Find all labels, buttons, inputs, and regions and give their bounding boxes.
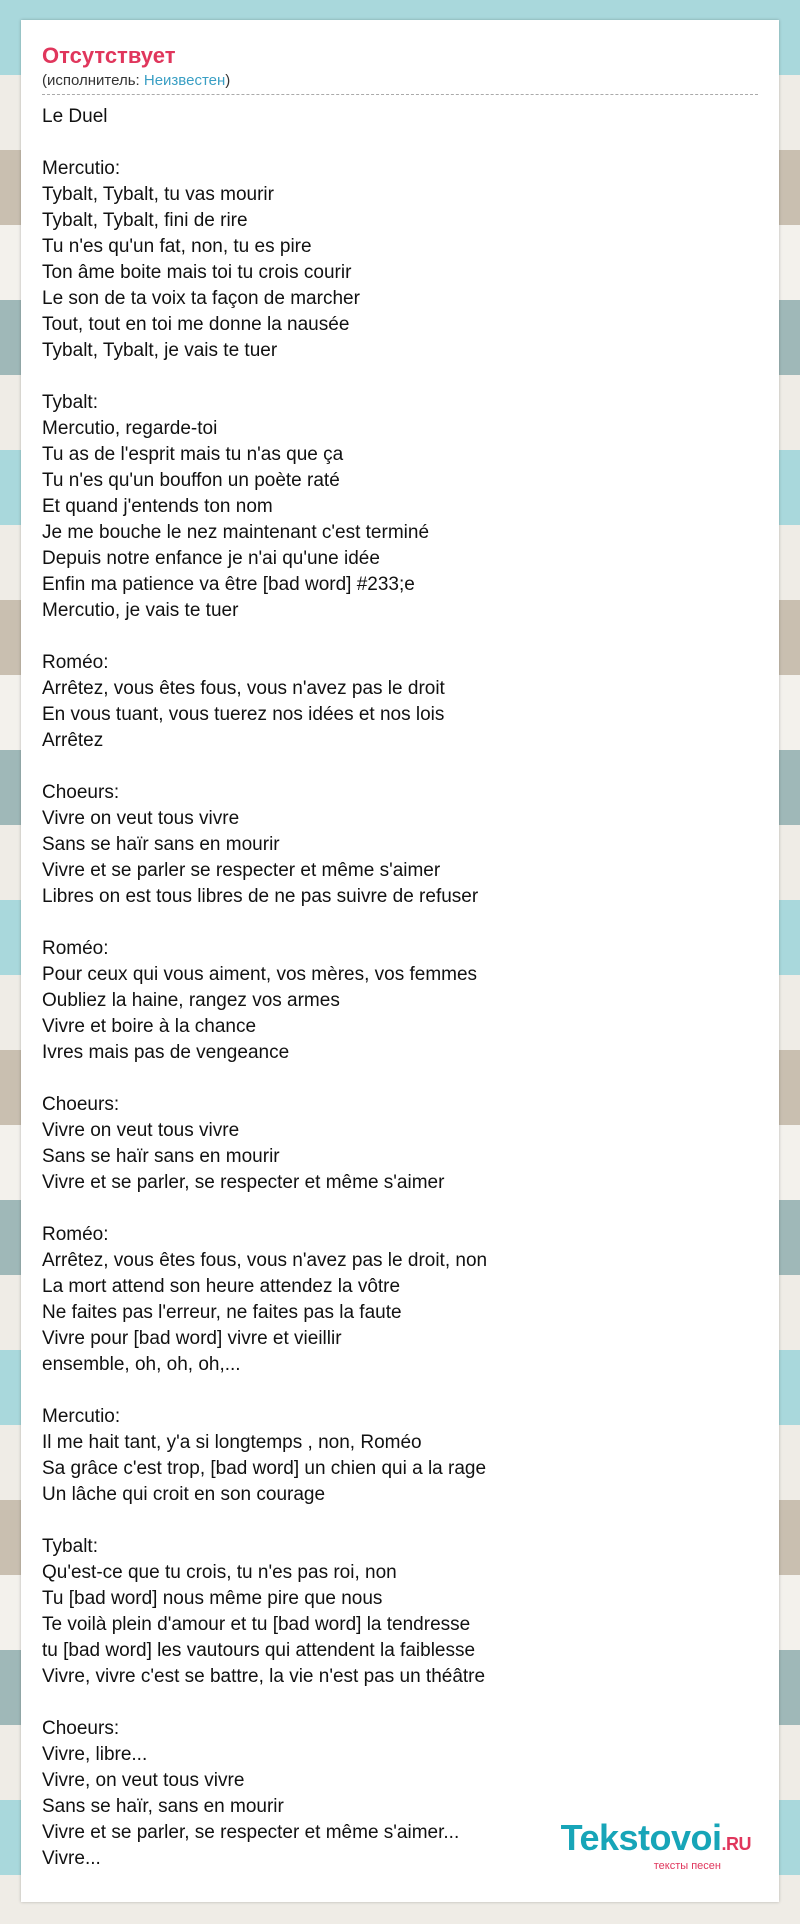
artist-prefix: (исполнитель: (42, 72, 144, 89)
artist-link[interactable]: Неизвестен (143, 72, 226, 89)
lyrics-card (21, 20, 779, 1902)
logo-wordmark (560, 1817, 751, 1862)
song-header (42, 42, 758, 95)
lyrics-text: Le Duel Mercutio: Tybalt, Tybalt, tu vas mourir Tybalt, Tybalt, fini de rire Tu n'es qu'un fat, non, tu es pire Ton âme boite mais toi tu crois courir Le son de ta voix ta façon de marcher Tout, tout en toi me donne la nausée Tybalt, Tybalt, je vais te tuer Tybalt: Mercutio, regarde-toi Tu as de l'esprit mais tu n'as que ça Tu n'es qu'un bouffon un poète raté Et quand j'entends ton nom Je me bouche le nez maintenant c'est terminé Depuis notre enfance je n'ai qu'une idée Enfin ma patience va être [bad word] #233;e Mercutio, je vais te tuer Roméo: Arrêtez, vous êtes fous, vous n'avez pas le droit En vous tuant, vous tuerez nos idées et nos lois Arrêtez Choeurs: Vivre on veut tous vivre Sans se haïr sans en mourir Vivre et se parler se respecter et même s'aimer Libres on est tous libres de ne pas suivre de refuser Roméo: Pour ceux qui vous aiment, vos mères, vos femmes Oubliez la haine, rangez vos armes Vivre et boire à la chance Ivres mais pas de vengeance Choeurs: Vivre on veut tous vivre Sans se haïr sans en mourir Vivre et se parler, se respecter et même s'aimer Roméo: Arrêtez, vous êtes fous, vous n'avez pas le droit, non La mort attend son heure attendez la vôtre Ne faites pas l'erreur, ne faites pas la faute Vivre pour [bad word] vivre et vieillir ensemble, oh, oh, oh,... Mercutio: Il me hait tant, y'a si longtemps , non, Roméo Sa grâce c'est trop, [bad word] un chien qui a la rage Un lâche qui croit en son courage Tybalt: Qu'est-ce que tu crois, tu n'es pas roi, non Tu [bad word] nous même pire que nous Te voilà plein d'amour et tu [bad word] la tendresse tu [bad word] les vautours qui attendent la faiblesse Vivre, vivre c'est se battre, la vie n'est pas un théâtre Choeurs: Vivre, libre... Vivre, on veut tous vivre Sans se haïr, sans en mourir Vivre et se parler, se respecter et même s'aimer... Vivre... (42, 106, 488, 1869)
logo-tld: .RU (721, 1834, 751, 1854)
site-logo[interactable] (560, 1817, 751, 1872)
header-divider (42, 94, 758, 95)
artist-suffix: ) (225, 72, 231, 89)
artist-line (42, 72, 758, 90)
song-title: Отсутствует (42, 43, 176, 68)
logo-tagline: тексты песен (653, 1860, 721, 1872)
logo-name: Tekstovoi (560, 1817, 722, 1858)
